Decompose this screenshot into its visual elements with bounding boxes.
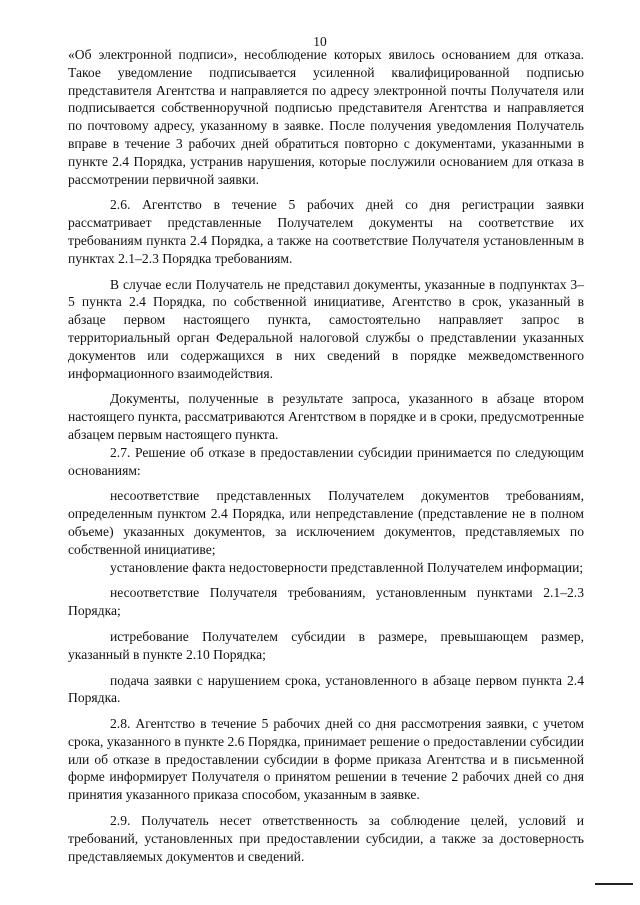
paragraph-2-8: 2.8. Агентство в течение 5 рабочих дней со дня рассмотрения заявки, с учетом срока, указанного в пункте 2.6 Порядка, принимает решение о предоставлении субсидии или об отказе в предоставлении субсидии в форме приказа Агентства и в письменной форме информирует Получателя о принятом решении в течение 2 рабочих дней со дня принятия указанного приказа способом, указанным в заявке. xyxy=(68,716,584,803)
paragraph-2-7-ground-1: несоответствие представленных Получателем документов требованиям, определенным пунктом 2.4 Порядка, или непредставление (представление не в полном объеме) указанных документов, за исключением документов, представляемых по собственной инициативе; xyxy=(68,488,584,557)
paragraph-2-6-documents: Документы, полученные в результате запроса, указанного в абзаце втором настоящего пункта, рассматриваются Агентством в порядке и в сроки, предусмотренные абзацем первым настоящего пункта. xyxy=(68,391,584,442)
paragraph-2-7: 2.7. Решение об отказе в предоставлении субсидии принимается по следующим основаниям: xyxy=(68,444,584,478)
paragraph-continuation: «Об электронной подписи», несоблюдение которых явилось основанием для отказа. Такое уведомление подписывается усиленной квалифицированной подписью представителя Агентства и направляется по адресу электронной почты Получателя или подписывается собственноручной подписью представителя Агентства и направляется по почтовому адресу, указанному в заявке. После получения уведомления Получатель вправе в течение 3 рабочих дней обратиться повторно с документами, указанными в пункте 2.4 Порядка, устранив нарушения, которые послужили основанием для отказа в рассмотрении первичной заявки. xyxy=(68,47,584,187)
page-number: 10 xyxy=(313,34,327,49)
scan-edge-mark xyxy=(595,883,633,885)
paragraph-2-7-ground-2: установление факта недостоверности представленной Получателем информации; xyxy=(110,559,584,575)
paragraph-2-6-request: В случае если Получатель не представил документы, указанные в подпунктах 3–5 пункта 2.4 Порядка, по собственной инициативе, Агентство в срок, указанный в абзаце первом настоящего пункта, самостоятельно направляет запрос в территориальный орган Федеральной налоговой службы о представлении указанных документов или содержащихся в них сведений в порядке межведомственного информационного взаимодействия. xyxy=(68,276,584,381)
paragraph-2-7-ground-3: несоответствие Получателя требованиям, установленным пунктами 2.1–2.3 Порядка; xyxy=(68,585,584,619)
paragraph-2-6: 2.6. Агентство в течение 5 рабочих дней со дня регистрации заявки рассматривает представленные Получателем документы на соответствие их требованиям пункта 2.4 Порядка, а также на соответствие Получателя установленным в пунктах 2.1–2.3 Порядка требованиям. xyxy=(68,197,584,266)
document-body xyxy=(68,46,584,865)
paragraph-2-9: 2.9. Получатель несет ответственность за соблюдение целей, условий и требований, установленных при предоставлении субсидии, а также за достоверность представляемых документов и сведений. xyxy=(68,813,584,864)
paragraph-2-7-ground-5: подача заявки с нарушением срока, установленного в абзаце первом пункта 2.4 Порядка. xyxy=(68,672,584,706)
paragraph-2-7-ground-4: истребование Получателем субсидии в размере, превышающем размер, указанный в пункте 2.10 Порядка; xyxy=(68,628,584,662)
